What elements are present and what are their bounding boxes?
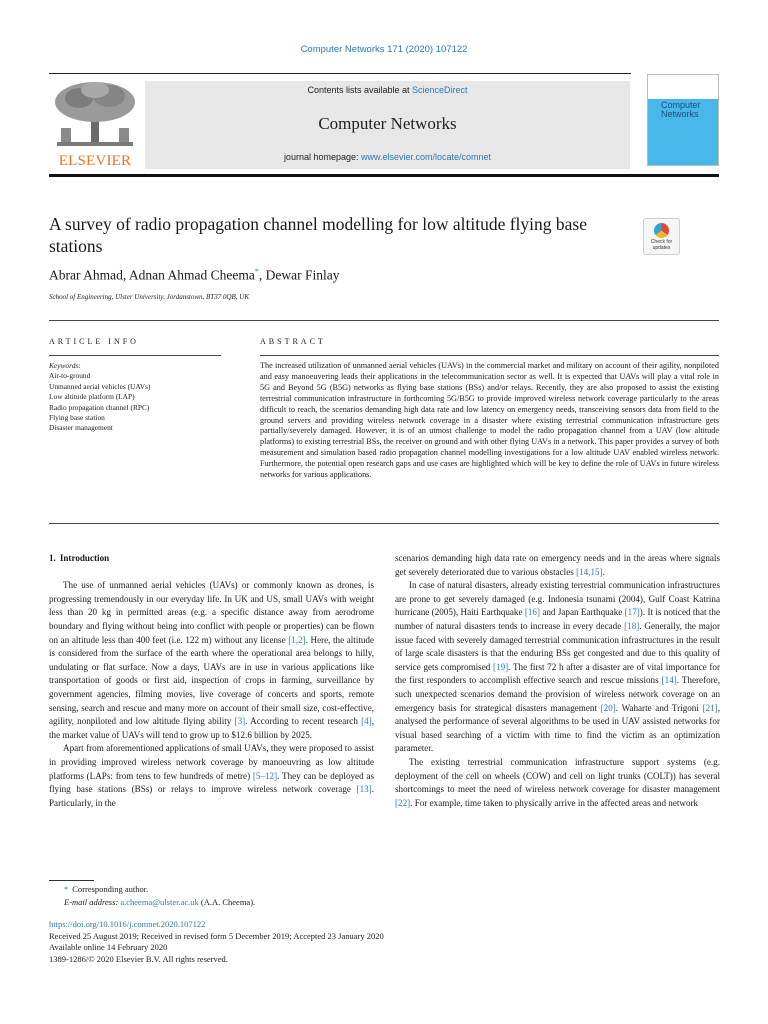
homepage-prefix: journal homepage: (283, 152, 361, 162)
text-run: ). It is noticed that the number of natural disasters tends to increase in every decade (395, 607, 720, 631)
copyright: 1389-1286/© 2020 Elsevier B.V. All rights reserved. (49, 953, 228, 964)
text-run: In case of natural disasters, already existing terrestrial communication infrastructures are prone to get severely damaged (e.g. Indonesia tsunami (2004), Gulf Coast Katrina hurricane (2005), Haiti Earthquake (395, 580, 720, 618)
citation-link[interactable]: [4] (361, 716, 372, 727)
elsevier-wordmark: ELSEVIER (58, 153, 132, 169)
author-names: Abrar Ahmad, Adnan Ahmad Cheema (49, 267, 255, 283)
article-info-rule (49, 355, 221, 356)
keyword-item: Flying base station (49, 413, 105, 423)
body-column-left (49, 552, 374, 810)
text-run: . According to recent research (245, 716, 362, 727)
paragraph (49, 742, 374, 810)
journal-name: Computer Networks (318, 114, 457, 133)
citation-link[interactable]: [5–12] (252, 770, 278, 781)
section-title: Introduction (59, 553, 110, 563)
paragraph (395, 552, 720, 579)
journal-reference-link[interactable]: Computer Networks 171 (2020) 107122 (300, 44, 468, 55)
section-heading-introduction (49, 552, 374, 566)
contents-line (145, 85, 630, 95)
citation-link[interactable]: [22] (395, 797, 411, 808)
text-run: . They can be deployed as flying base stations (BSs) or relays to improve wireless network coverage (49, 770, 374, 795)
body-column-right (395, 552, 720, 810)
text-run: . (602, 566, 605, 577)
text-run: The existing terrestrial communication infrastructure support systems (e.g. deployment of the cell on wheels (COW) and cell on light trunks (COLT)) has several shortcomings to meet the need of wireless network coverage for disaster management (395, 756, 720, 795)
paragraph (49, 579, 374, 742)
check-for-updates-badge[interactable] (643, 218, 680, 255)
author-names-tail: , Dewar Finlay (258, 267, 340, 283)
received-dates: Received 25 August 2019; Received in revised form 5 December 2019; Accepted 23 January 2020 (49, 930, 384, 941)
keyword-item: Disaster management (49, 423, 113, 433)
citation-link[interactable]: [17] (624, 607, 640, 618)
homepage-line (145, 152, 630, 162)
corresponding-author-mark[interactable]: * (254, 267, 259, 276)
abstract-heading: ABSTRACT (260, 337, 326, 346)
article-title: A survey of radio propagation channel modelling for low altitude flying base stations (49, 214, 587, 256)
footnote-corresponding (49, 883, 255, 896)
doi-link[interactable]: https://doi.org/10.1016/j.comnet.2020.107122 (49, 919, 206, 929)
cover-title-line1: Computer (661, 100, 701, 110)
section-number: 1. (49, 553, 56, 563)
contents-prefix: Contents lists available at (307, 85, 413, 95)
elsevier-tree-icon (49, 78, 141, 152)
text-run: . Here, the altitude is considered from the surface of the earth where the operational area belongs to hilly, undulating or flat surface. Now a days, UAVs are in use in various applications like transportation of goods or first aid, inspection of crops in farming, surveillance by government agencies, filming movies, live coverage of concerts and sports, remote sensing, search and rescue and many more on account of their small size, cost-effective, agility, nonpiloted and low altitude flying ability (49, 634, 374, 727)
paragraph (395, 756, 720, 810)
article-info-heading: ARTICLE INFO (49, 337, 139, 346)
check-updates-icon (654, 223, 669, 238)
publication-info (49, 919, 384, 965)
abstract-rule (260, 355, 719, 356)
citation-link[interactable]: [1,2] (288, 634, 306, 645)
abstract-bottom-rule (49, 523, 719, 524)
keywords-block (49, 361, 224, 434)
text-run: . Particularly, in the (49, 784, 374, 808)
meta-top-rule (49, 320, 719, 321)
affiliation: School of Engineering, Ulster University, Jordanstown, BT37 0QB, UK (49, 293, 250, 301)
cover-title (661, 101, 701, 119)
footnote (49, 883, 255, 908)
header-top-rule (49, 73, 631, 74)
paragraph (395, 579, 720, 756)
citation-link[interactable]: [21] (702, 702, 718, 713)
text-run: . For example, time taken to physically arrive in the affected areas and network (410, 797, 699, 808)
footnote-rule (49, 880, 94, 881)
citation-link[interactable]: [13] (356, 784, 372, 795)
elsevier-logo[interactable] (49, 78, 141, 170)
footnote-corresponding-text: Corresponding author. (72, 884, 149, 894)
citation-link[interactable]: [3] (234, 716, 246, 727)
keyword-item: Air-to-ground (49, 371, 91, 381)
check-updates-label: Check for updates (650, 239, 673, 251)
citation-link[interactable]: [19] (493, 661, 509, 672)
cover-top-band (648, 75, 718, 99)
text-run: Apart from aforementioned applications of small UAVs, they were proposed to assist in providing improved wireless network coverage by manoeuvring as low altitude platforms (LAPs: from tens to few hundreds of metre) (49, 743, 374, 781)
text-run: , the market value of UAVs will tend to grow up to $12.6 billion by 2025. (49, 716, 375, 740)
sciencedirect-link[interactable]: ScienceDirect (412, 85, 468, 95)
keyword-item: Unmanned aerial vehicles (UAVs) (49, 381, 151, 391)
author-email-link[interactable]: a.cheema@ulster.ac.uk (120, 896, 199, 907)
author-list (49, 267, 339, 284)
keywords-label: Keywords: (49, 361, 81, 370)
abstract-text: The increased utilization of unmanned aerial vehicles (UAVs) in the commercial market and military on account of their agility, nonpiloted and easy manoeuvering leads their applications in the telecommunication sector as well. It is expected that UAVs will play a vital role in 5G and Beyond 5G (B5G) networks as flying base stations (BSs) and/or relays. Recently, they are also proposed to assist the existing terrestrial communication infrastructure in forthcoming 5G/B5G to provide improved wireless network coverage particularly to the areas difficult to reach, the scenarios demanding high data rate and low latency on emergency needs, transceiving sensors data from field to the ground servers and providing wireless network coverage in a disaster where existing terrestrial communication infrastructure gets partially/severely damaged. However, it is of an utmost challenge to model the radio propagation channel from a UAV (low altitude platforms) to existing terrestrial BSs, the receiver on ground and with other flying UAVs in a network. This paper provides a survey of both measurement and simulation based radio propagation channel modelling investigations for a low altitude UAV enabled wireless network. Furthermore, the potential open research gaps and use cases are highlighted which will be key to define the role of UAVs in future wireless networks for various applications. (260, 361, 719, 480)
citation-link[interactable]: [14,15] (576, 566, 603, 577)
citation-link[interactable]: [20] (600, 702, 616, 713)
text-run: . Generally, the major issue faced with severely damaged terrestrial communication infrastructures in the result of large scale disasters is that the enduring BSs get congested and due to this quality of service gets compromised (395, 620, 721, 672)
text-run: . The first 72 h after a disaster are of vital importance for the first responders to accomplish effective search and rescue missions (395, 661, 720, 686)
text-run: . Therefore, such unexpected scenarios demand the provision of wireless network coverage on an emergency basis for strategical disasters management (395, 675, 720, 713)
email-label: E-mail address: (64, 896, 119, 907)
footnote-email-line (49, 896, 255, 909)
citation-link[interactable]: [16] (524, 607, 540, 618)
text-run: . Waharte and Trigoni (615, 702, 703, 713)
footnote-mark: * (64, 884, 69, 894)
citation-link[interactable]: [18] (624, 620, 640, 631)
citation-link[interactable]: [14] (661, 675, 677, 686)
journal-cover-thumbnail[interactable] (647, 74, 719, 166)
journal-homepage-link[interactable]: www.elsevier.com/locate/comnet (361, 152, 492, 162)
text-run: The use of unmanned aerial vehicles (UAVs) or commonly known as drones, is progressing tremendously in our everyday life. In UK and US, small UAVs with weight less than 20 kg in permitted areas (e.g. a specific distance away from aerodrome boundary and flying without being into conflict with people or properties) can be flown on an altitude less than 400 feet (i.e. 122 m) without any license (49, 580, 374, 645)
text-run: scenarios demanding high data rate on emergency needs and in the areas where signals get severely deteriorated due to various obstacles (395, 553, 720, 577)
keyword-item: Low altitude platform (LAP) (49, 392, 135, 402)
text-run: , analysed the performance of several algorithms to be used in UAV assisted networks for visual based searching of a victim with time to find the victim as an optimization parameter. (395, 702, 720, 754)
cover-title-line2: Networks (661, 109, 699, 119)
available-online: Available online 14 February 2020 (49, 942, 168, 952)
header-bottom-rule (49, 174, 719, 177)
keyword-item: Radio propagation channel (RPC) (49, 402, 150, 412)
journal-header-box (145, 81, 630, 169)
email-suffix: (A.A. Cheema). (198, 896, 256, 907)
text-run: and Japan Earthquake (540, 607, 625, 618)
